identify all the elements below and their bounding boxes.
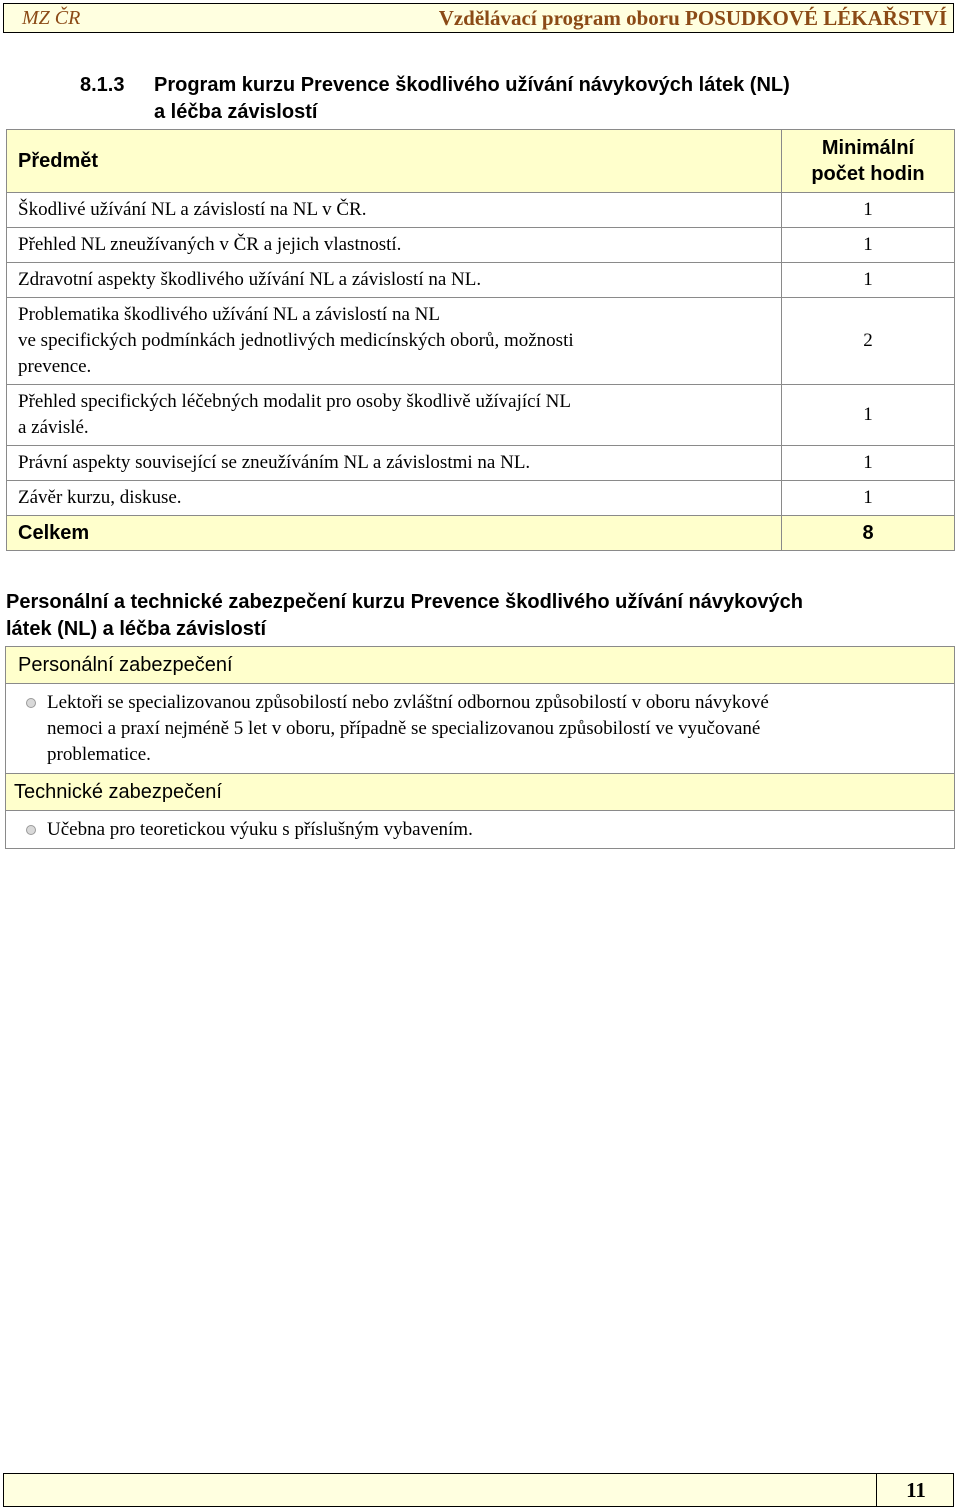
total-label: Celkem (7, 516, 782, 551)
technical-bullet (6, 811, 954, 848)
row-subject-line: a závislé. (18, 417, 89, 438)
col-hours-header (782, 130, 955, 193)
table-row (7, 481, 955, 516)
header-ministry: MZ ČR (22, 6, 81, 29)
personal-bullet-text (47, 690, 769, 768)
table-row (7, 228, 955, 263)
row-subject: Přehled NL zneužívaných v ČR a jejich vlastností. (7, 228, 782, 263)
personal-line: problematice. (47, 744, 151, 765)
row-hours: 1 (782, 385, 955, 446)
table-row (7, 385, 955, 446)
staffing-box (5, 646, 955, 849)
personal-line: Lektoři se specializovanou způsobilostí nebo zvláštní odbornou způsobilostí v oboru návykové (47, 692, 769, 713)
row-subject (7, 385, 782, 446)
section-title-line: Program kurzu Prevence škodlivého užívání návykových látek (NL) (154, 74, 790, 96)
total-row (7, 516, 955, 551)
row-hours: 1 (782, 446, 955, 481)
row-subject (7, 298, 782, 385)
row-subject-line: Problematika škodlivého užívání NL a závislostí na NL (18, 304, 440, 325)
technical-heading: Technické zabezpečení (6, 773, 954, 811)
staffing-title-line: látek (NL) a léčba závislostí (6, 618, 267, 640)
page-footer (3, 1473, 954, 1507)
section-title-text (154, 72, 790, 126)
table-row (7, 263, 955, 298)
program-table (6, 129, 955, 551)
row-subject-line: prevence. (18, 356, 92, 377)
header-program-title: Vzdělávací program oboru POSUDKOVÉ LÉKAŘSTVÍ (438, 5, 947, 30)
page-header (3, 3, 954, 33)
row-hours: 1 (782, 481, 955, 516)
bullet-icon (26, 698, 36, 708)
col-subject-header: Předmět (7, 130, 782, 193)
row-hours: 1 (782, 228, 955, 263)
technical-bullet-text: Učebna pro teoretickou výuku s příslušným vybavením. (47, 819, 473, 840)
row-hours: 1 (782, 193, 955, 228)
col-hours-line: Minimální (821, 137, 915, 159)
page-number: 11 (876, 1474, 955, 1506)
row-hours: 1 (782, 263, 955, 298)
row-subject-line: ve specifických podmínkách jednotlivých medicínských oborů, možnosti (18, 330, 574, 351)
bullet-icon (26, 825, 36, 835)
staffing-title (6, 589, 946, 643)
row-subject: Škodlivé užívání NL a závislostí na NL v ČR. (7, 193, 782, 228)
staffing-title-line: Personální a technické zabezpečení kurzu Prevence škodlivého užívání návykových (6, 591, 803, 613)
section-title-line: a léčba závislostí (154, 101, 318, 123)
row-subject: Právní aspekty související se zneužíváním NL a závislostmi na NL. (7, 446, 782, 481)
personal-bullet (6, 684, 954, 773)
personal-heading: Personální zabezpečení (6, 647, 954, 684)
row-subject-line: Přehled specifických léčebných modalit pro osoby škodlivě užívající NL (18, 391, 571, 412)
table-header-row (7, 130, 955, 193)
table-row (7, 193, 955, 228)
row-subject: Závěr kurzu, diskuse. (7, 481, 782, 516)
row-subject: Zdravotní aspekty škodlivého užívání NL a závislostí na NL. (7, 263, 782, 298)
total-value: 8 (782, 516, 955, 551)
section-title (80, 72, 940, 126)
row-hours: 2 (782, 298, 955, 385)
col-hours-line: počet hodin (811, 163, 925, 185)
table-row (7, 446, 955, 481)
section-number: 8.1.3 (80, 74, 125, 96)
personal-line: nemoci a praxí nejméně 5 let v oboru, případně se specializovanou způsobilostí ve vyučované (47, 718, 761, 739)
table-row (7, 298, 955, 385)
